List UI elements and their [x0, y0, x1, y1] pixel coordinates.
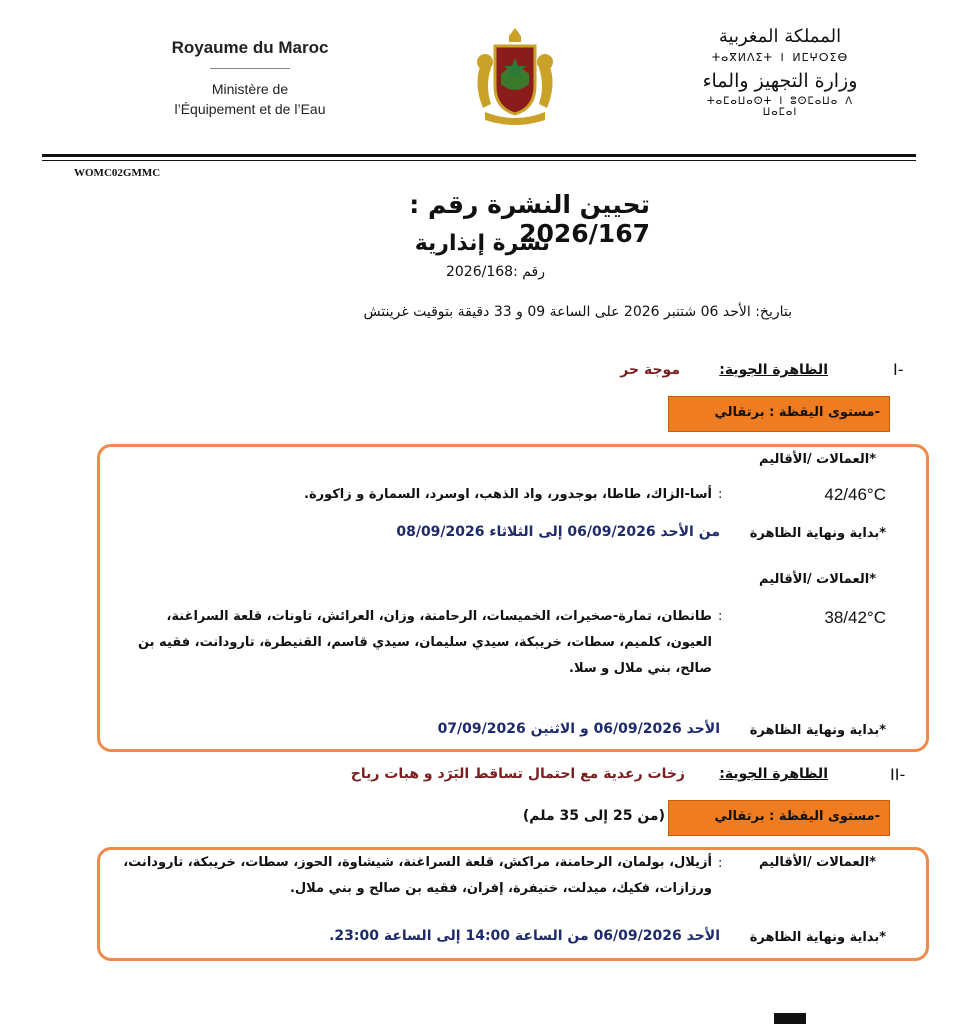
period-label: *بداية ونهاية الظاهرة — [749, 930, 886, 945]
precipitation-amount: (من 25 إلى 35 ملم) — [522, 808, 665, 824]
alert-level-text: -مستوى اليقظة : برتقالي — [714, 405, 880, 420]
ministry-name-fr-1: Ministère de — [211, 81, 289, 97]
header-french — [110, 38, 390, 119]
regions-label: *العمالات /الأقاليم — [759, 452, 876, 467]
temperature-range: 42/46°C — [824, 485, 886, 504]
period-label: *بداية ونهاية الظاهرة — [749, 723, 886, 738]
ministry-name-ar: وزارة التجهيز والماء — [702, 70, 858, 92]
footer-mark — [774, 1013, 806, 1024]
regions-label: *العمالات /الأقاليم — [759, 572, 876, 587]
phenomenon-label: الظاهرة الجوية: — [719, 362, 828, 378]
alert-level-text: -مستوى اليقظة : برتقالي — [714, 809, 880, 824]
phenomenon-label: الظاهرة الجوية: — [719, 766, 828, 782]
header-rule-thick — [42, 154, 916, 157]
phenomenon-value: زخات رعدية مع احتمال تساقط البَرَد و هبات رياح — [350, 766, 685, 782]
section-number: I- — [893, 360, 904, 379]
header-separator — [210, 68, 290, 69]
ministry-name-tifinagh: ⵜⴰⵎⴰⵡⴰⵙⵜ ⵏ ⵓⵙⵎⴰⵡⴰ ⴷ ⵡⴰⵎⴰⵏ — [706, 96, 854, 118]
period-value: الأحد 06/09/2026 من الساعة 14:00 إلى الساعة 23:00. — [329, 928, 720, 944]
temperature-range: 38/42°C — [824, 608, 886, 627]
ministry-name-fr-2: l’Équipement et de l’Eau — [174, 101, 326, 117]
country-name-ar: المملكة المغربية — [718, 26, 842, 47]
section-number: II- — [890, 765, 906, 784]
colon: : — [718, 609, 723, 624]
issue-date: بتاريخ: الأحد 06 شتنبر 2026 على الساعة 09 و 33 دقيقة بتوقيت غرينتش — [363, 304, 792, 320]
bulletin-title: نشرة إنذارية — [414, 231, 550, 256]
colon: : — [718, 487, 723, 502]
coat-of-arms-icon — [465, 24, 565, 126]
regions-label: *العمالات /الأقاليم — [759, 855, 876, 870]
period-value: الأحد 06/09/2026 و الاثنين 07/09/2026 — [437, 721, 720, 737]
regions-list: أسا-الزاك، طاطا، بوجدور، واد الذهب، اوسرد، السمارة و زاكورة. — [304, 487, 712, 502]
country-name-tifinagh: ⵜⴰⴳⵍⴷⵉⵜ ⵏ ⵍⵎⵖⵔⵉⴱ — [711, 51, 849, 64]
document-code: WOMC02GMMC — [74, 167, 161, 179]
update-title: تحيين النشرة رقم : 2026/167 — [409, 190, 650, 248]
regions-list: أزيلال، بولمان، الرحامنة، مراكش، قلعة السراغنة، شيشاوة، الحوز، سطات، خريبكة، تارودانت، ورزازات، فكيك، ميدلت، خنيفرة، إفران، فقيه بن صالح و بني ملال. — [123, 855, 712, 896]
colon: : — [718, 856, 723, 871]
country-name-fr: Royaume du Maroc — [171, 38, 329, 57]
header-rule-thin — [42, 160, 916, 161]
header-arabic — [690, 26, 870, 118]
period-value: من الأحد 06/09/2026 إلى الثلاثاء 08/09/2026 — [396, 524, 720, 540]
period-label: *بداية ونهاية الظاهرة — [749, 526, 886, 541]
regions-list: طانطان، تمارة-صخيرات، الخميسات، الرحامنة، وزان، العرائش، تاونات، قلعة السراغنة، العيون، كلميم، سطات، خريبكة، سيدي سليمان، سيدي قاسم، القنيطرة، تارودانت، فقيه بن صالح، بني ملال و سلا. — [137, 609, 712, 676]
bulletin-number: رقم :2026/168 — [445, 264, 545, 280]
phenomenon-value: موجة حر — [620, 362, 680, 378]
